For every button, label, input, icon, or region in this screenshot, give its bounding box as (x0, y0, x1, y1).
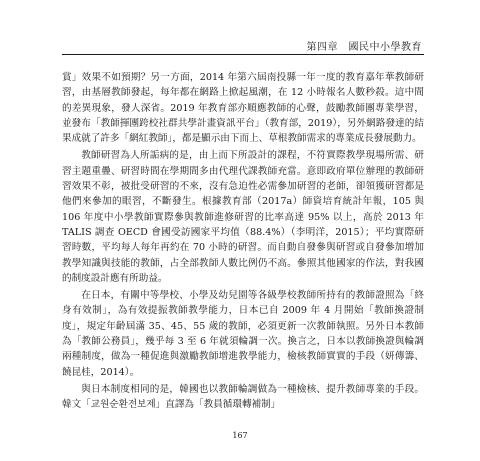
header-rule (62, 54, 424, 55)
page-number: 167 (232, 431, 248, 440)
body-text (62, 70, 424, 415)
paragraph-continued: 賞」效果不如預期？另一方面，2014 年第六屆南投縣一年一度的教育嘉年華教師研習，由基層教師發起，每年都在網路上掀起風潮，在 12 小時報名人數秒殺。這中間的差異現象，發人深省。2019 年教育部亦順應教師的心聲，鼓勵教師團專業學習，並發布「教師揮團跨校社群共學計畫資訊平台」（教育部，2019），另外網路發達的結果成就了許多「網紅教師」，都是顯示由下而上、草根教師需求的專業成長發展動力。 (62, 72, 424, 145)
running-header: 第四章 國民中小學教育 (306, 42, 422, 53)
paragraph: 與日本制度相同的是，韓國也以教師輪調做為一種檢核、提升教師專業的手段。韓文「교원순환전보제」直譯為「教員循環轉補制」 (62, 383, 424, 411)
paragraph: 在日本，有關中等學校、小學及幼兒園等各級學校教師所持有的教師證照為「終身有效制」，為有效提振教師教學能力，日本已自 2009 年 4 月開始「教師換證制度」，規定年齡屆滿 35、45、55 歲的教師，必須更新一次教師執照。另外日本教師為「教師公務員」，幾乎每 3 至 6 年就須輪調一次。換言之，日本以教師換證與輪調兩種制度，做為一種促進與激勵教師增進教學能力，檢核教師實實的手段（妍傳籌、饒昆桂，2014）。 (62, 290, 424, 378)
paragraph: 教師研習為人所詬病的是，由上而下所設計的課程，不符實際教學現場所需、研習主題重疊、研習時間在學期間多由代理代課教師充當。意即政府單位辦理的教師研習效果不彰，被批受研習的不來，沒有急迫性必需參加研習的老師，卻領獲研習都是他們來參加的眼習，不斷發生。根據教育部（2017a）師資培育統計年報，105 與 106 年度中小學教師實際參與教師進修研習的比率高達 95% 以上，高於 2013 年 TALIS 調查 OECD 會國受訪國家平均值（88.4%）（李明洋，2015）；平均實際研習時數，平均每人每年再約在 70 小時的研習。而自動自發參與研習或自發參加增加教學知識與技能的教師，占全部教師人數比例仍不高。參照其他國家的作法，對我國的制度設計應有所助益。 (62, 150, 424, 284)
